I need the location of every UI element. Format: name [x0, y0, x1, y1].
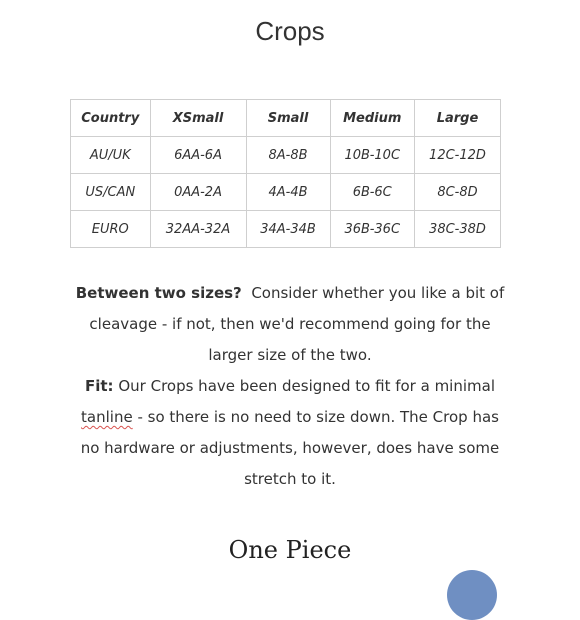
- table-cell: 36B-36C: [330, 211, 414, 248]
- table-cell: 10B-10C: [330, 137, 414, 174]
- page-title: Crops: [255, 16, 325, 46]
- table-cell: 0AA-2A: [150, 174, 246, 211]
- fit-text-end: - so there is no need to size down. The Crop has no hardware or adjustments, however, does have some stretch to it.: [80, 408, 500, 488]
- section-heading: One Piece: [228, 536, 352, 564]
- table-cell: 34A-34B: [246, 211, 330, 248]
- between-sizes-label: Between two sizes?: [75, 284, 242, 302]
- table-header-row: [71, 100, 501, 137]
- table-row: [71, 211, 501, 248]
- table-row: [71, 174, 501, 211]
- table-header-cell: XSmall: [150, 100, 246, 137]
- fit-text-start: Our Crops have been designed to fit for a minimal: [118, 377, 495, 395]
- table-cell: AU/UK: [71, 137, 151, 174]
- table-cell: 32AA-32A: [150, 211, 246, 248]
- fit-note: [70, 371, 510, 495]
- table-cell: 6AA-6A: [150, 137, 246, 174]
- table-cell: 12C-12D: [414, 137, 500, 174]
- table-cell: 8C-8D: [414, 174, 500, 211]
- table-header-cell: Large: [414, 100, 500, 137]
- table-header-cell: Country: [71, 100, 151, 137]
- size-notes: [70, 278, 510, 495]
- table-cell: US/CAN: [71, 174, 151, 211]
- spellcheck-flagged-word: tanline: [81, 408, 133, 426]
- size-chart-table: [70, 99, 501, 248]
- chat-bubble-icon[interactable]: [447, 570, 497, 620]
- fit-label: Fit:: [85, 377, 114, 395]
- between-sizes-note: [70, 278, 510, 371]
- table-cell: 8A-8B: [246, 137, 330, 174]
- table-cell: 38C-38D: [414, 211, 500, 248]
- table-cell: 6B-6C: [330, 174, 414, 211]
- table-header-cell: Small: [246, 100, 330, 137]
- table-cell: 4A-4B: [246, 174, 330, 211]
- table-header-cell: Medium: [330, 100, 414, 137]
- table-row: [71, 137, 501, 174]
- between-sizes-text: Consider whether you like a bit of cleavage - if not, then we'd recommend going for the larger size of the two.: [89, 284, 505, 364]
- table-cell: EURO: [71, 211, 151, 248]
